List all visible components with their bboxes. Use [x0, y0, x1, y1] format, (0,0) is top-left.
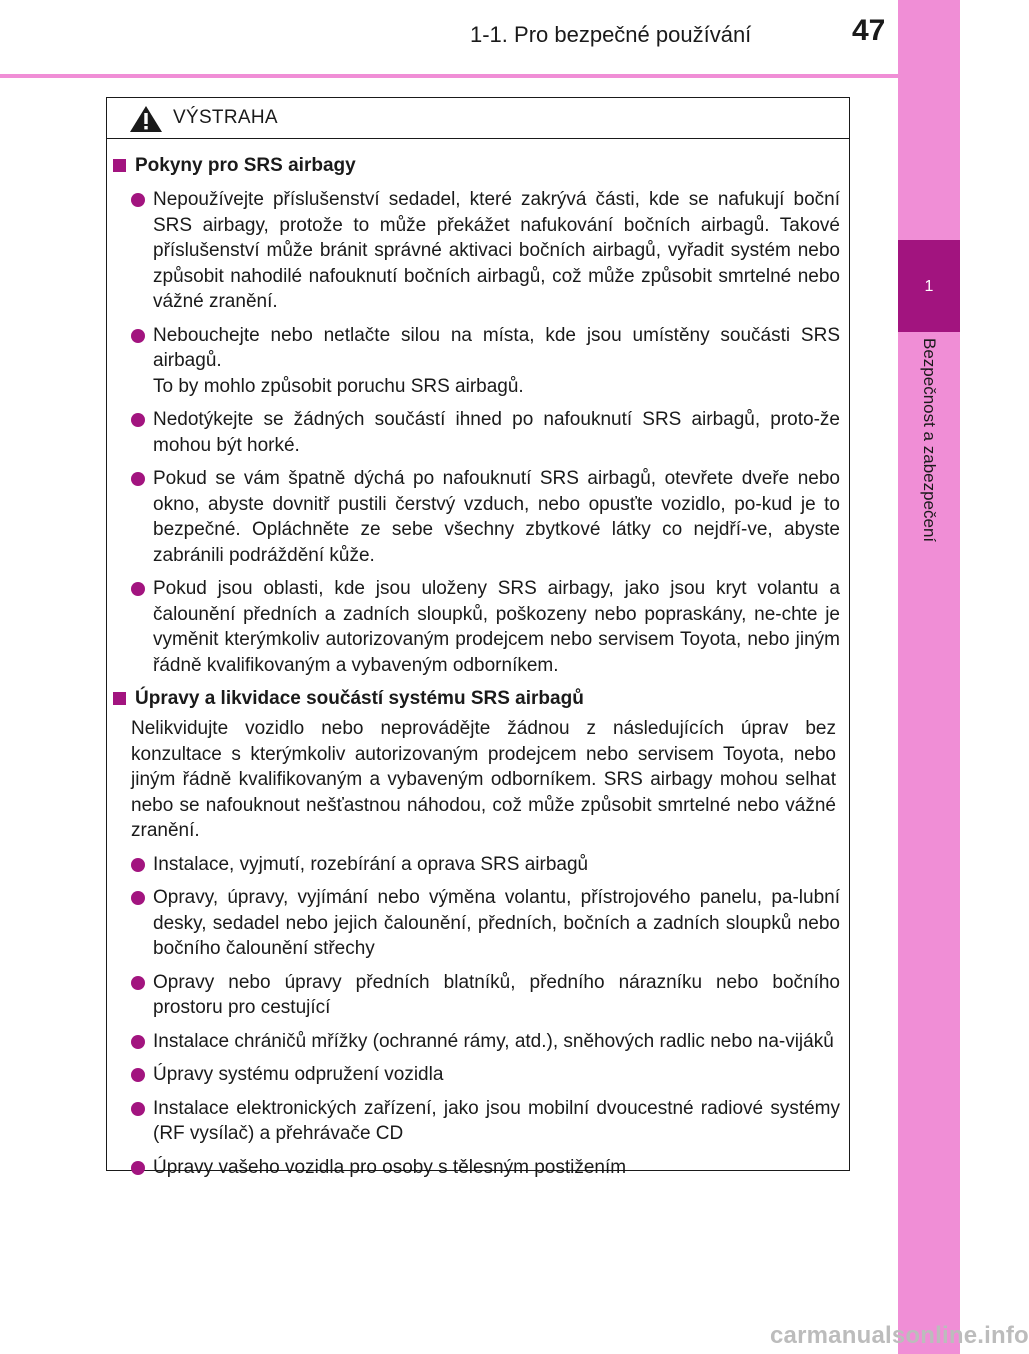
chapter-number: 1 — [924, 278, 934, 295]
warning-header — [107, 98, 849, 139]
list-item: Pokud se vám špatně dýchá po nafouknutí SRS airbagů, otevřete dveře nebo okno, abyste dovnitř pustili čerstvý vzduch, nebo opusťte vozidlo, po-kud je to bezpečné. Opláchněte ze sebe všechny zbytkové látky co nejdří-ve, abyste zabránili podráždění kůže. — [107, 466, 848, 568]
list-item: Pokud jsou oblasti, kde jsou uloženy SRS airbagy, jako jsou kryt volantu a čalounění předních a zadních sloupků, poškozeny nebo popraskány, ne-chte je vyměnit kterýmkoliv autorizovaným prodejcem nebo servisem Toyota, nebo jiným řádně kvalifikovaným a vybaveným odborníkem. — [107, 576, 848, 678]
section-srs-instructions — [107, 153, 848, 678]
section-srs-modifications — [107, 686, 848, 1180]
header-rule — [0, 74, 898, 78]
list-item: Nedotýkejte se žádných součástí ihned po nafouknutí SRS airbagů, proto-že mohou být horké. — [107, 407, 848, 458]
warning-title: VÝSTRAHA — [173, 107, 278, 128]
chapter-title: Bezpečnost a zabezpečení — [920, 338, 939, 543]
list-item: Instalace, vyjmutí, rozebírání a oprava SRS airbagů — [107, 852, 848, 878]
chapter-tab[interactable] — [898, 240, 960, 332]
square-bullet-icon — [113, 692, 126, 705]
list-item: Úpravy vašeho vozidla pro osoby s tělesným postižením — [107, 1155, 848, 1181]
bullet-icon — [131, 472, 145, 486]
page-number: 47 — [852, 14, 886, 47]
bullet-icon — [131, 582, 145, 596]
list-item: Nebouchejte nebo netlačte silou na místa, kde jsou umístěny součásti SRS airbagů. To by mohlo způsobit poruchu SRS airbagů. — [107, 323, 848, 400]
chapter-title-vertical — [898, 338, 960, 608]
bullet-icon — [131, 329, 145, 343]
square-bullet-icon — [113, 159, 126, 172]
section-heading: Úpravy a likvidace součástí systému SRS airbagů — [107, 686, 848, 712]
warning-triangle-icon — [129, 105, 163, 133]
bullet-icon — [131, 1035, 145, 1049]
section-heading: Pokyny pro SRS airbagy — [107, 153, 848, 179]
warning-box — [106, 97, 850, 1178]
footer-watermark[interactable]: carmanualsonline.info — [770, 1322, 1029, 1349]
bullet-icon — [131, 858, 145, 872]
bullet-icon — [131, 1161, 145, 1175]
bullet-icon — [131, 1102, 145, 1116]
section-title: 1-1. Pro bezpečné používání — [470, 22, 752, 47]
bullet-icon — [131, 193, 145, 207]
bullet-icon — [131, 1068, 145, 1082]
list-item: Úpravy systému odpružení vozidla — [107, 1062, 848, 1088]
bullet-icon — [131, 891, 145, 905]
list-item: Instalace chráničů mřížky (ochranné rámy, atd.), sněhových radlic nebo na-vijáků — [107, 1029, 848, 1055]
list-item: Opravy, úpravy, vyjímání nebo výměna volantu, přístrojového panelu, pa-lubní desky, sedadel nebo jejich čalounění, předních, bočních a zadních sloupků nebo bočního čalounění střechy — [107, 885, 848, 962]
bullet-icon — [131, 976, 145, 990]
list-item: Instalace elektronických zařízení, jako jsou mobilní dvoucestné radiové systémy (RF vysílač) a přehrávače CD — [107, 1096, 848, 1147]
list-item: Nepoužívejte příslušenství sedadel, které zakrývá části, kde se nafukují boční SRS airbagy, protože to může překážet nafukování bočních airbagů. Takové příslušenství může bránit správné aktivaci bočních airbagů, vyřadit systém nebo způsobit nahodilé nafouknutí bočních airbagů, což může způsobit smrtelné nebo vážné zranění. — [107, 187, 848, 315]
section-intro: Nelikvidujte vozidlo nebo neprovádějte žádnou z následujících úprav bez konzultace s kterýmkoliv autorizovaným prodejcem nebo servisem Toyota, nebo jiným řádně kvalifikovaným a vybaveným odborníkem. SRS airbagy mohou selhat nebo se nafouknout nešťastnou náhodou, což může způsobit smrtelné nebo vážné zranění. — [131, 718, 836, 841]
side-strip — [898, 0, 960, 1354]
warning-content — [107, 148, 848, 1180]
list-item: Opravy nebo úpravy předních blatníků, předního nárazníku nebo bočního prostoru pro cestující — [107, 970, 848, 1021]
bullet-icon — [131, 413, 145, 427]
